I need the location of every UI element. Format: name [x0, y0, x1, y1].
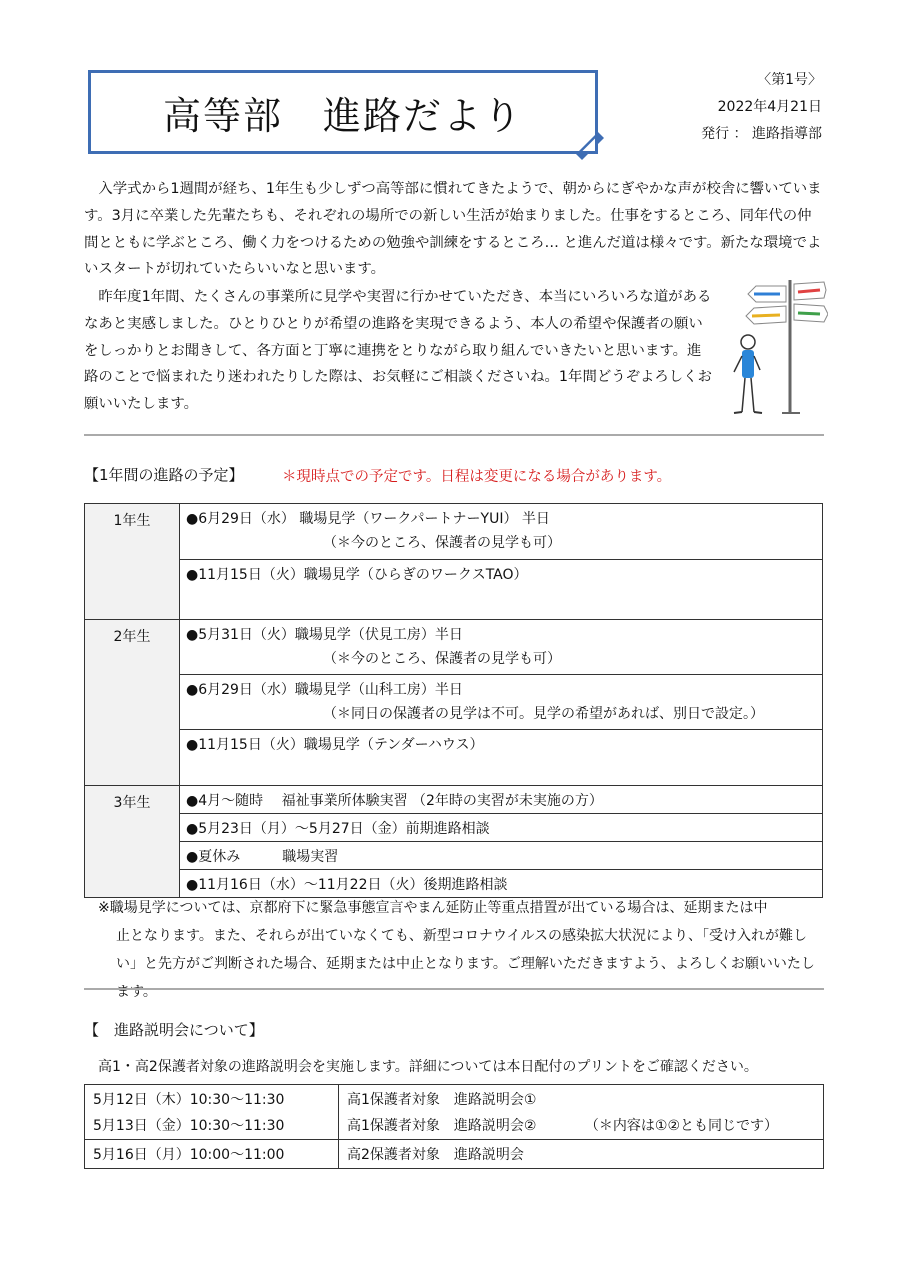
- schedule-item: ●4月～随時 福祉事業所体験実習 （2年時の実習が未実施の方）: [180, 786, 822, 814]
- intro-paragraph-2: 昨年度1年間、たくさんの事業所に見学や実習に行かせていただき、本当にいろいろな道があるなあと実感しました。ひとりひとりが希望の進路を実現できるよう、本人の希望や保護者の願いをしっかりとお聞きして、各方面と丁寧に連携をとりながら取り組んでいきたいと思います。進路のことで悩まれたり迷われたりした際は、お気軽にご相談くださいね。1年間どうぞよろしくお願いいたします。: [84, 289, 712, 413]
- meeting-desc: 高1保護者対象 進路説明会①: [347, 1092, 537, 1108]
- signpost-figure-icon: [728, 272, 828, 422]
- schedule-item: ●11月16日（水）～11月22日（火）後期進路相談: [186, 877, 508, 893]
- issue-number: 〈第1号〉: [757, 72, 822, 88]
- meeting-desc: 高2保護者対象 進路説明会: [347, 1147, 524, 1163]
- section-divider: [84, 988, 824, 990]
- schedule-notice: ＊現時点での予定です。日程は変更になる場合があります。: [282, 469, 672, 485]
- section-divider: [84, 434, 824, 436]
- meeting-note: （＊内容は①②とも同じです）: [584, 1118, 779, 1134]
- schedule-item: ●11月15日（火）職場見学（ひらぎのワークスTAO）: [186, 567, 528, 583]
- schedule-item: ●5月31日（火）職場見学（伏見工房）半日 （＊今のところ、保護者の見学も可）: [180, 620, 822, 675]
- page-title: 高等部 進路だより: [162, 93, 523, 138]
- schedule-item: ●6月29日（水） 職場見学（ワークパートナーYUI） 半日 （＊今のところ、保護者の見学も可）: [180, 504, 822, 560]
- grade-label: 3年生: [85, 786, 180, 898]
- schedule-item: ●夏休み 職場実習: [180, 842, 822, 870]
- meeting-row: [85, 1085, 824, 1140]
- intro-paragraph-1: 入学式から1週間が経ち、1年生も少しずつ高等部に慣れてきたようで、朝からにぎやかな声が校舎に響いています。3月に卒業した先輩たちも、それぞれの場所での新しい生活が始まりました。仕事をするところ、同年代の仲間とともに学ぶところ、働く力をつけるための勉強や訓練をするところ… と進んだ道は様々です。新たな環境でよいスタートが切れていたらいいなと思います。: [84, 181, 822, 278]
- meeting-desc: 高1保護者対象 進路説明会②: [347, 1118, 537, 1134]
- grade-label: 1年生: [85, 504, 180, 620]
- meeting-row: [85, 1140, 824, 1169]
- schedule-item: ●5月23日（月）～5月27日（金）前期進路相談: [180, 814, 822, 842]
- meeting-intro: 高1・高2保護者対象の進路説明会を実施します。詳細については本日配付のプリントをご確認ください。: [98, 1059, 758, 1075]
- schedule-item: ●6月29日（水）職場見学（山科工房）半日 （＊同日の保護者の見学は不可。見学の希望があれば、別日で設定。）: [180, 675, 822, 730]
- schedule-heading: 【1年間の進路の予定】: [84, 466, 244, 484]
- grade-row-3: [85, 786, 823, 898]
- grade-row-1: [85, 504, 823, 620]
- grade-row-2: [85, 620, 823, 786]
- schedule-footnote: ※職場見学については、京都府下に緊急事態宣言やまん延防止等重点措置が出ている場合は、延期または中 止となります。また、それらが出ていなくても、新型コロナウイルスの感染拡大状況により、「受け入れが難しい」と先方がご判断された場合、延期または中止となります。ご理解いただきますよう、よろしくお願いいたします。: [98, 900, 815, 1000]
- meeting-date: 5月13日（金）10:30～11:30: [93, 1118, 285, 1134]
- schedule-item: ●11月15日（火）職場見学（テンダーハウス）: [186, 737, 484, 753]
- publisher: 発行 ： 進路指導部: [701, 126, 822, 142]
- grade-label: 2年生: [85, 620, 180, 786]
- meeting-date: 5月16日（月）10:00～11:00: [93, 1147, 285, 1163]
- meeting-date: 5月12日（木）10:30～11:30: [93, 1092, 285, 1108]
- issue-date: 2022年4月21日: [717, 99, 822, 115]
- meeting-heading: 【 進路説明会について】: [84, 1021, 264, 1039]
- schedule-table: [84, 503, 823, 898]
- page-fold-icon: [576, 132, 604, 160]
- meeting-table: [84, 1084, 824, 1169]
